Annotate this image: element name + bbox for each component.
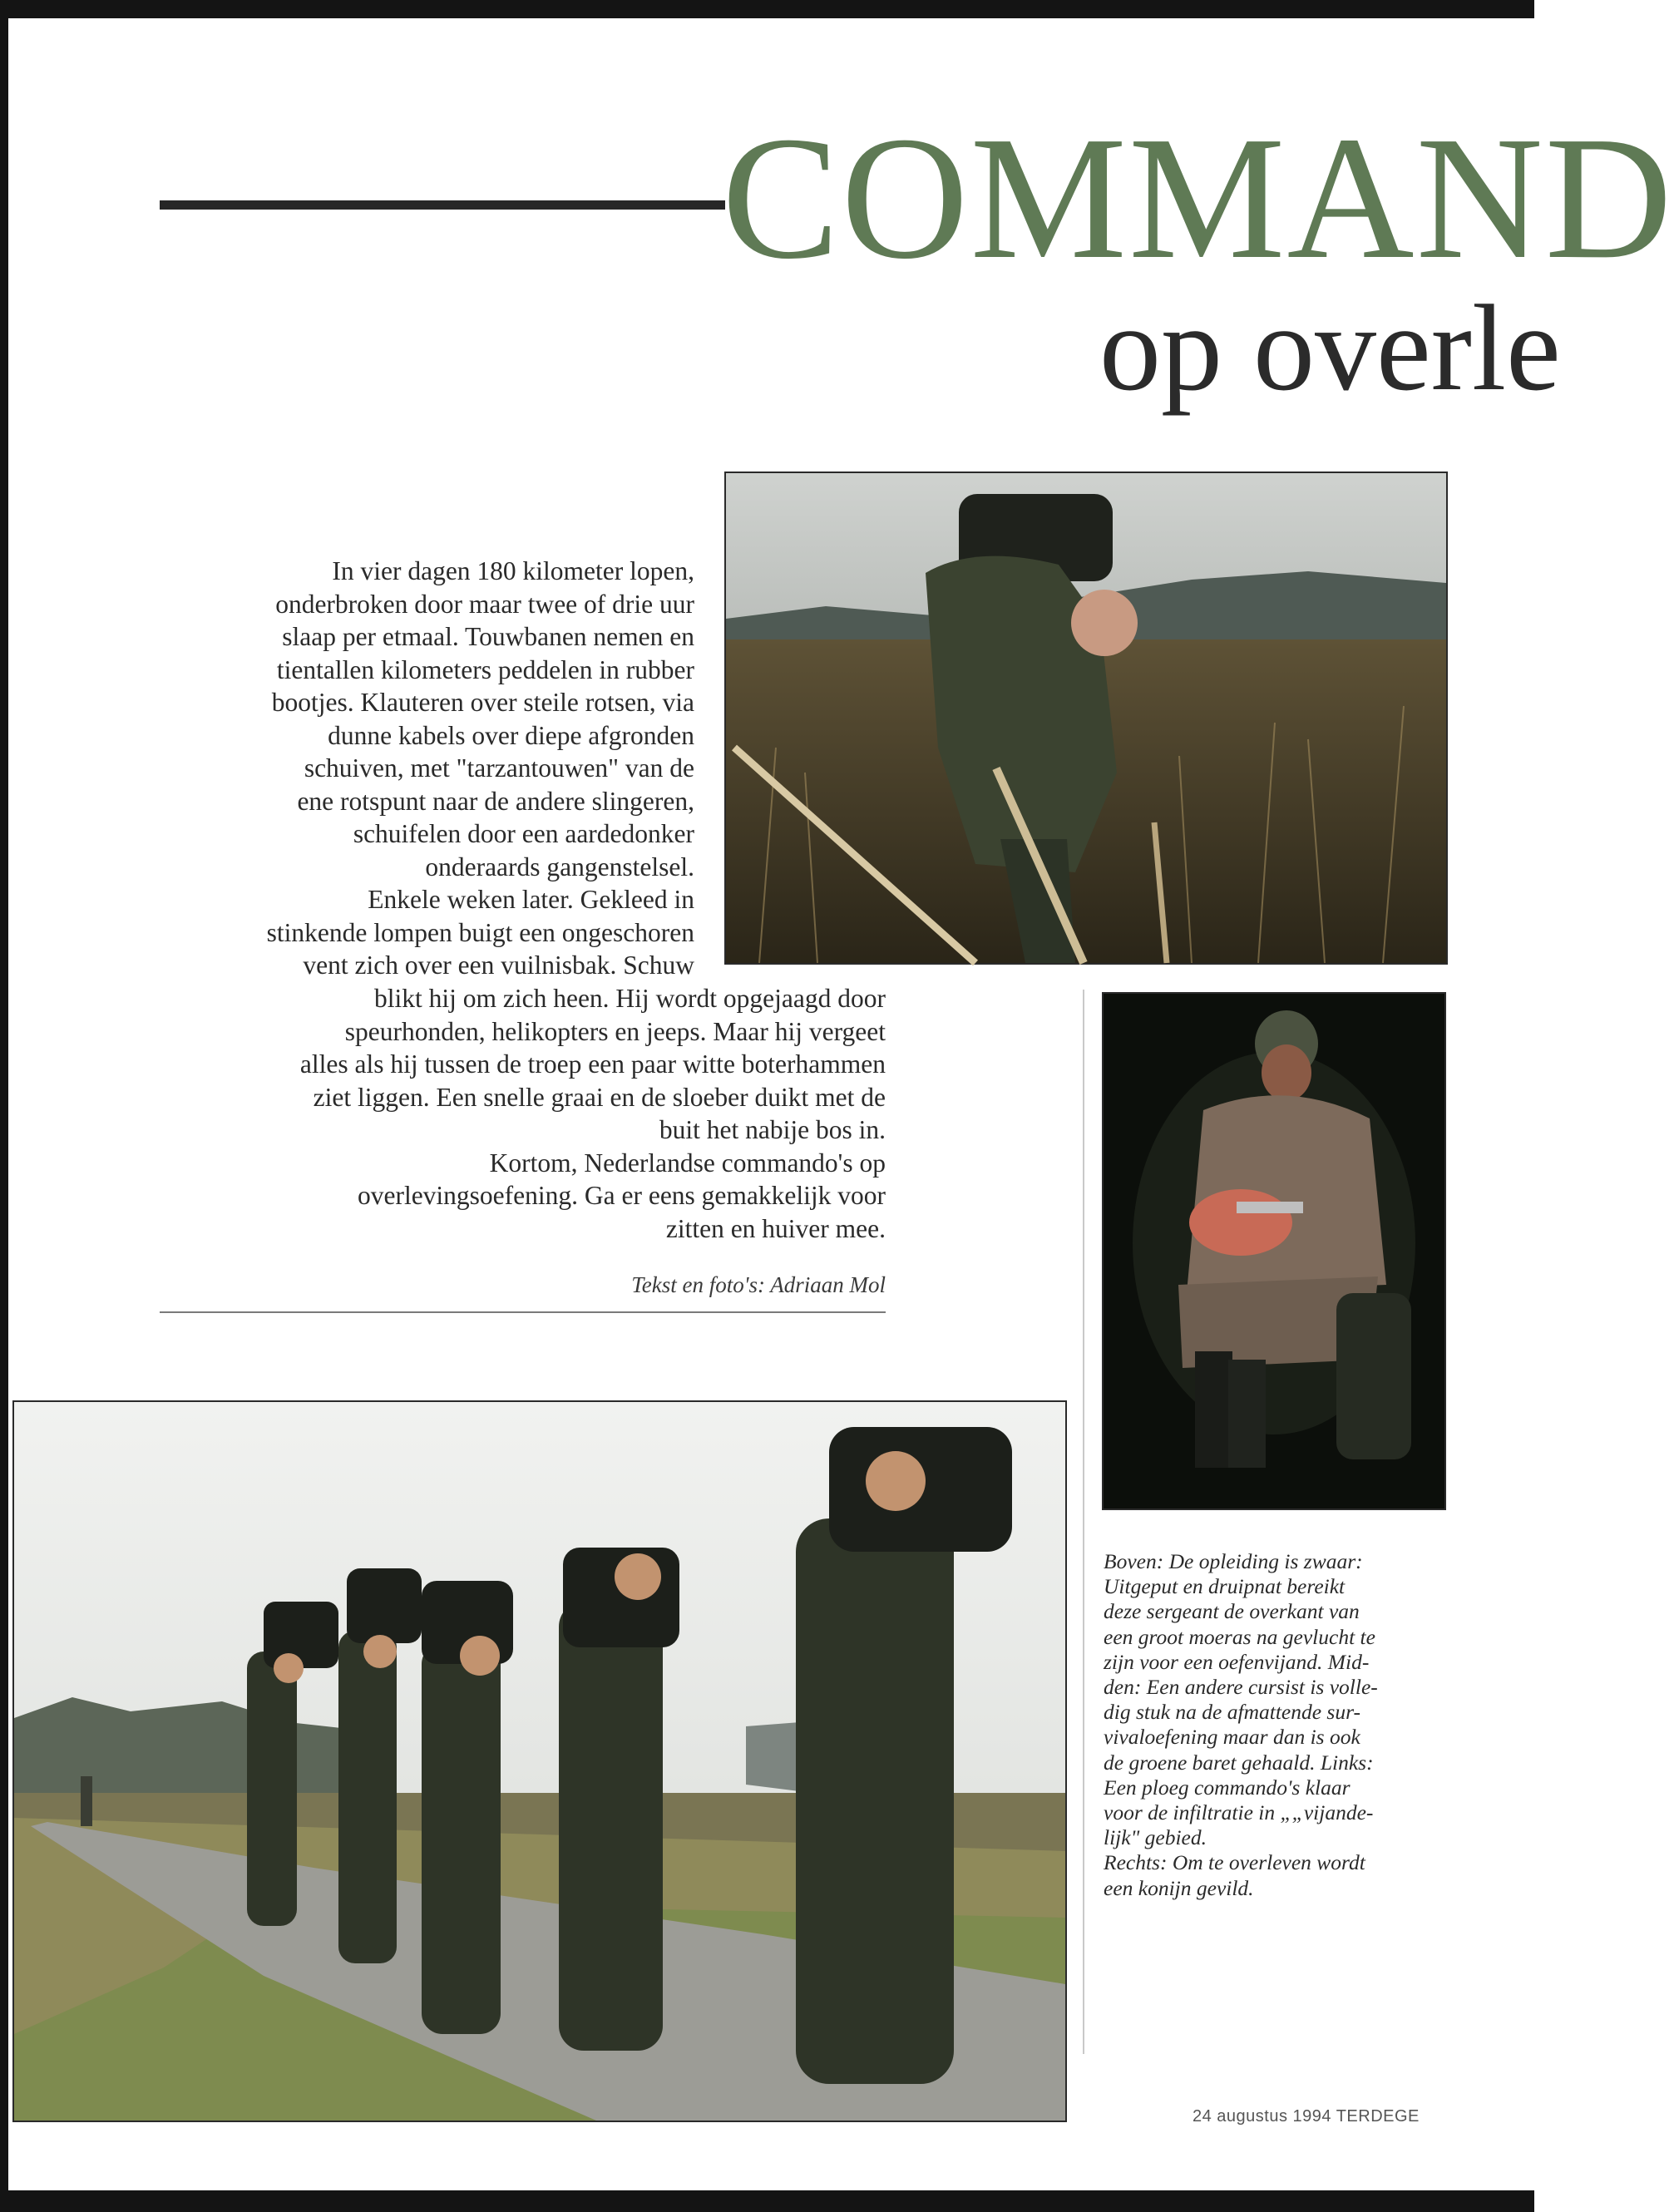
intro-line: stinkende lompen buigt een ongeschoren xyxy=(266,917,694,947)
caption-line: vivaloefening maar dan is ook xyxy=(1104,1725,1360,1750)
caption-line: deze sergeant de overkant van xyxy=(1104,1599,1360,1624)
intro-line: tientallen kilometers peddelen in rubber xyxy=(276,654,694,684)
soldier-crossing-heath-photo xyxy=(724,472,1448,965)
intro-line: speurhonden, helikopters en jeeps. Maar hij vergeet xyxy=(344,1016,886,1046)
intro-line: onderbroken door maar twee of drie uur xyxy=(275,589,694,619)
intro-line: In vier dagen 180 kilometer lopen, xyxy=(332,556,694,585)
caption-line: een konijn gevild. xyxy=(1104,1875,1254,1900)
article-title: COMMAND xyxy=(722,100,1674,295)
page-footer-folio: 24 augustus 1994 TERDEGE xyxy=(1193,2107,1420,2126)
intro-paragraph xyxy=(158,555,694,982)
photo-caption xyxy=(1104,1549,1453,1901)
column-divider xyxy=(1083,990,1084,2054)
intro-paragraph-continued xyxy=(158,982,886,1245)
intro-line: overlevingsoefening. Ga er eens gemakkelijk voor xyxy=(357,1181,886,1210)
intro-line: slaap per etmaal. Touwbanen nemen en xyxy=(282,622,694,651)
article-subtitle: op overle xyxy=(1099,280,1561,417)
intro-line: dunne kabels over diepe afgronden xyxy=(328,720,694,750)
intro-line: onderaards gangenstelsel. xyxy=(425,852,694,881)
intro-line: zitten en huiver mee. xyxy=(665,1213,886,1243)
caption-line: lijk" gebied. xyxy=(1104,1825,1207,1850)
intro-line: alles als hij tussen de troep een paar witte boterhammen xyxy=(299,1049,886,1079)
intro-line: Enkele weken later. Gekleed in xyxy=(368,885,694,914)
caption-line: een groot moeras na gevlucht te xyxy=(1104,1624,1375,1649)
intro-line: ziet liggen. Een snelle graai en de sloeber duikt met de xyxy=(313,1082,886,1112)
intro-line: ene rotspunt naar de andere slingeren, xyxy=(297,786,694,816)
caption-line: Rechts: Om te overleven wordt xyxy=(1104,1850,1365,1875)
caption-line: zijn voor een oefenvijand. Mid- xyxy=(1104,1649,1370,1674)
title-rule xyxy=(160,200,725,210)
intro-line: buit het nabije bos in. xyxy=(659,1115,886,1144)
commando-squad-on-road-photo xyxy=(12,1400,1067,2122)
intro-line: schuiven, met "tarzantouwen" van de xyxy=(304,753,694,783)
caption-line: dig stuk na de afmattende sur- xyxy=(1104,1700,1360,1725)
page-frame-top xyxy=(0,0,1534,18)
caption-line: Uitgeput en druipnat bereikt xyxy=(1104,1574,1346,1599)
seated-exhausted-commando-photo xyxy=(1102,992,1446,1510)
intro-line: schuifelen door een aardedonker xyxy=(353,819,694,848)
page-frame-left xyxy=(0,0,8,2212)
intro-line: vent zich over een vuilnisbak. Schuw xyxy=(303,950,694,980)
intro-line: blikt hij om zich heen. Hij wordt opgejaagd door xyxy=(374,984,886,1013)
intro-line: Kortom, Nederlandse commando's op xyxy=(489,1148,886,1178)
caption-line: Een ploeg commando's klaar xyxy=(1104,1775,1351,1800)
caption-line: Boven: De opleiding is zwaar: xyxy=(1104,1549,1363,1573)
caption-line: de groene baret gehaald. Links: xyxy=(1104,1750,1374,1775)
page-frame-bottom xyxy=(0,2190,1534,2212)
credit-rule xyxy=(160,1311,886,1313)
caption-line: voor de infiltratie in „„vijande- xyxy=(1104,1800,1374,1825)
author-credit: Tekst en foto's: Adriaan Mol xyxy=(631,1272,886,1297)
intro-line: bootjes. Klauteren over steile rotsen, via xyxy=(271,688,694,717)
caption-line: den: Een andere cursist is volle- xyxy=(1104,1675,1378,1700)
